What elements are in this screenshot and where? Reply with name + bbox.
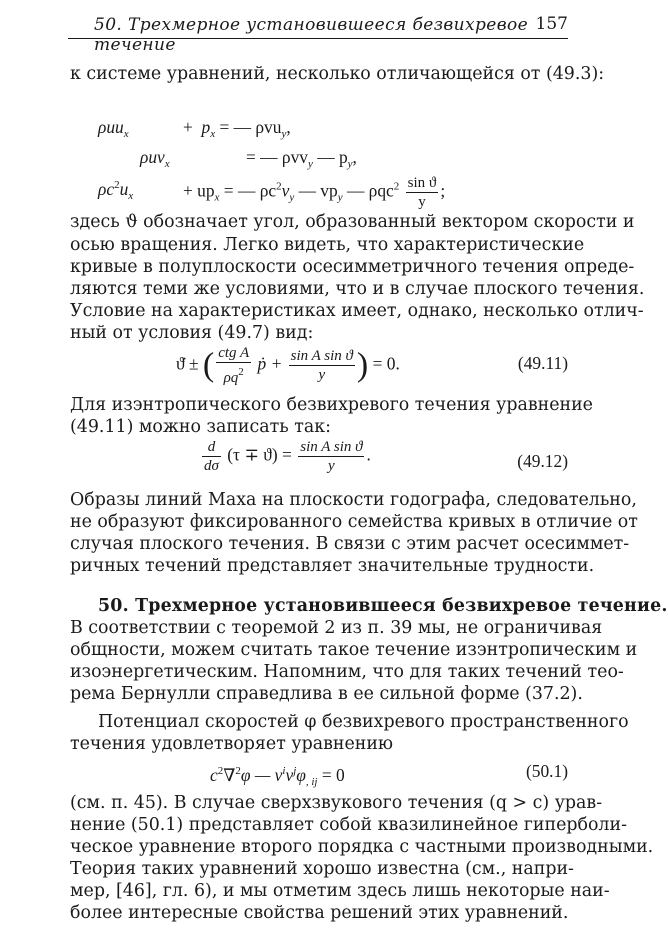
eq4911-rhs: = 0.	[372, 353, 400, 374]
equation-49-11	[176, 344, 400, 387]
section-line-1: В соответствии с теоремой 2 из п. 39 мы, не ограничивая	[70, 618, 603, 638]
row3-rhs-c: — vp	[294, 180, 338, 201]
eq4911-frac2-num: sin A sin ϑ	[290, 348, 353, 364]
equation-number-49-12: (49.12)	[517, 451, 568, 471]
equation-50-1	[210, 760, 345, 793]
row2-rhs-a-sub: y	[307, 158, 313, 170]
row1-rhs-sub: y	[281, 128, 287, 140]
equation-49-12	[200, 438, 371, 475]
system-row-3-rhs	[183, 174, 445, 211]
para5-line-1: (см. п. 45). В случае сверхзвукового течения (q > c) урав-	[70, 793, 603, 813]
row2-end: ,	[352, 147, 357, 167]
eq501-d-sup: j	[293, 765, 297, 777]
row3-rhs-b: v	[281, 180, 290, 201]
eq501-d: v	[285, 765, 294, 785]
running-title: 50. Трехмерное установившееся безвихревое течение	[94, 15, 529, 55]
para1-line-4: ляются теми же условиями, что и в случае плоского течения.	[70, 279, 645, 299]
eq4912-frac2	[298, 438, 364, 475]
row3-plus: + up	[183, 180, 215, 201]
section-line-4: рема Бернулли справедлива в ее сильной форме (37.2).	[70, 684, 583, 704]
row1-plus: +	[183, 117, 193, 137]
row3-lhs-b: u	[119, 179, 129, 199]
para3-line-2: не образуют фиксированного семейства кривых в отличие от	[70, 512, 638, 532]
page-header	[68, 14, 568, 55]
page-number: 157	[535, 14, 568, 34]
row1-rhs: = — ρvu	[219, 117, 282, 137]
row1-end: ,	[286, 117, 291, 137]
para5-line-6: более интересные свойства решений этих уравнений.	[70, 903, 569, 923]
para2-line-1: Для изэнтропического безвихревого течения уравнение	[70, 395, 593, 415]
eq501-rhs: = 0	[317, 765, 345, 785]
row3-end: ;	[440, 180, 446, 201]
section-title: 50. Трехмерное установившееся безвихревое течение.	[98, 596, 668, 616]
system-row-1	[98, 116, 129, 145]
row3-rhs-d: — ρqc	[342, 180, 394, 201]
para5-line-4: Теория таких уравнений хорошо известна (см., напри-	[70, 859, 574, 879]
eq501-e-sub: , ij	[305, 776, 318, 788]
row2-rhs-a: = — ρvv	[246, 147, 308, 167]
row3-plus-sub: x	[214, 191, 220, 204]
row3-rhs-b-sub: y	[289, 191, 295, 204]
para2-line-2: (49.11) можно записать так:	[70, 417, 331, 437]
row3-lhs-sup: 2	[114, 179, 120, 191]
row3-frac-num: sin ϑ	[407, 175, 437, 191]
system-row-1-mid	[183, 116, 291, 145]
intro-line: к системе уравнений, несколько отличающейся от (49.3):	[70, 64, 605, 84]
eq501-a: c	[210, 765, 218, 785]
para4-line-2: течения удовлетворяет уравнению	[70, 734, 394, 754]
eq501-b: ∇	[223, 765, 236, 785]
eq4912-rhs: .	[366, 444, 371, 465]
para4-line-1: Потенциал скоростей φ безвихревого пространственного	[98, 712, 629, 732]
eq501-c: φ — v	[240, 765, 283, 785]
para1-line-6: ный от условия (49.7) вид:	[70, 323, 314, 343]
eq4912-frac2-den: y	[328, 458, 335, 474]
right-paren: )	[356, 346, 369, 384]
para1-line-5: Условие на характеристиках имеет, однако, несколько отлич-	[70, 301, 644, 321]
equation-number-50-1: (50.1)	[525, 761, 568, 781]
eq501-c-sup: i	[282, 765, 286, 777]
equation-number-49-11: (49.11)	[517, 353, 568, 373]
eq4911-frac1-den-sup: 2	[238, 366, 244, 378]
row1-lhs-sub: x	[123, 128, 129, 140]
eq4912-mid: (τ ∓ ϑ) =	[227, 444, 292, 465]
row1-p: p	[201, 117, 211, 137]
para1-line-3: кривые в полуплоскости осесимметричного течения опреде-	[70, 257, 635, 277]
eq4912-frac1-num: d	[207, 439, 216, 455]
row2-lhs: ρuv	[140, 147, 165, 167]
para5-line-3: ческое уравнение второго порядка с частными производными.	[70, 837, 654, 857]
eq4911-lhs: ϑ̇ ±	[176, 353, 199, 374]
row3-rhs-a: = — ρc	[223, 180, 277, 201]
para5-line-2: нение (50.1) представляет собой квазилинейное гиперболи-	[70, 815, 627, 835]
eq4911-frac1	[216, 344, 251, 387]
eq4912-frac1	[202, 438, 221, 475]
row2-lhs-sub: x	[164, 158, 170, 170]
eq501-a-sup: 2	[217, 765, 224, 777]
para3-line-1: Образы линий Маха на плоскости годографа, следовательно,	[70, 490, 637, 510]
system-row-2-rhs	[246, 146, 357, 175]
para1-line-2: осью вращения. Легко видеть, что характеристические	[70, 235, 585, 255]
eq501-e: φ	[296, 765, 306, 785]
eq4912-frac2-num: sin A sin ϑ	[300, 439, 363, 455]
row3-lhs: ρc	[98, 179, 115, 199]
eq501-b-sup: 2	[235, 765, 241, 777]
row3-rhs-c-sub: y	[337, 191, 343, 204]
para3-line-3: случая плоского течения. В связи с этим расчет осесиммет-	[70, 534, 630, 554]
section-line-2: общности, можем считать такое течение изэнтропическим и	[70, 640, 638, 660]
row3-frac-den: y	[418, 194, 426, 210]
row2-rhs-b-sub: y	[347, 158, 353, 170]
eq4911-frac1-num: ctg A	[218, 345, 250, 361]
row2-rhs-b: — p	[312, 147, 348, 167]
row3-fraction	[406, 174, 439, 211]
eq4911-frac2-den: y	[318, 367, 326, 383]
row3-rhs-a-sup: 2	[276, 180, 282, 193]
para1-line-1: здесь ϑ обозначает угол, образованный вектором скорости и	[70, 212, 635, 232]
section-line-3: изоэнергетическим. Напомним, что для таких течений тео-	[70, 662, 624, 682]
eq4911-frac2	[289, 347, 355, 384]
eq4911-frac1-den: ρq	[223, 370, 239, 386]
left-paren: (	[202, 346, 215, 384]
row3-rhs-d-sup: 2	[393, 180, 400, 193]
row1-p-sub: x	[210, 128, 216, 140]
row3-lhs-sub: x	[128, 190, 134, 202]
para5-line-5: мер, [46], гл. 6), и мы отметим здесь лишь некоторые наи-	[70, 881, 610, 901]
system-row-3	[98, 174, 133, 207]
row1-lhs: ρuu	[98, 117, 124, 137]
system-row-2	[140, 146, 170, 175]
eq4912-frac1-den: dσ	[204, 458, 219, 474]
eq4911-mid: ṗ +	[257, 353, 283, 374]
para3-line-4: ричных течений представляет значительные трудности.	[70, 556, 595, 576]
